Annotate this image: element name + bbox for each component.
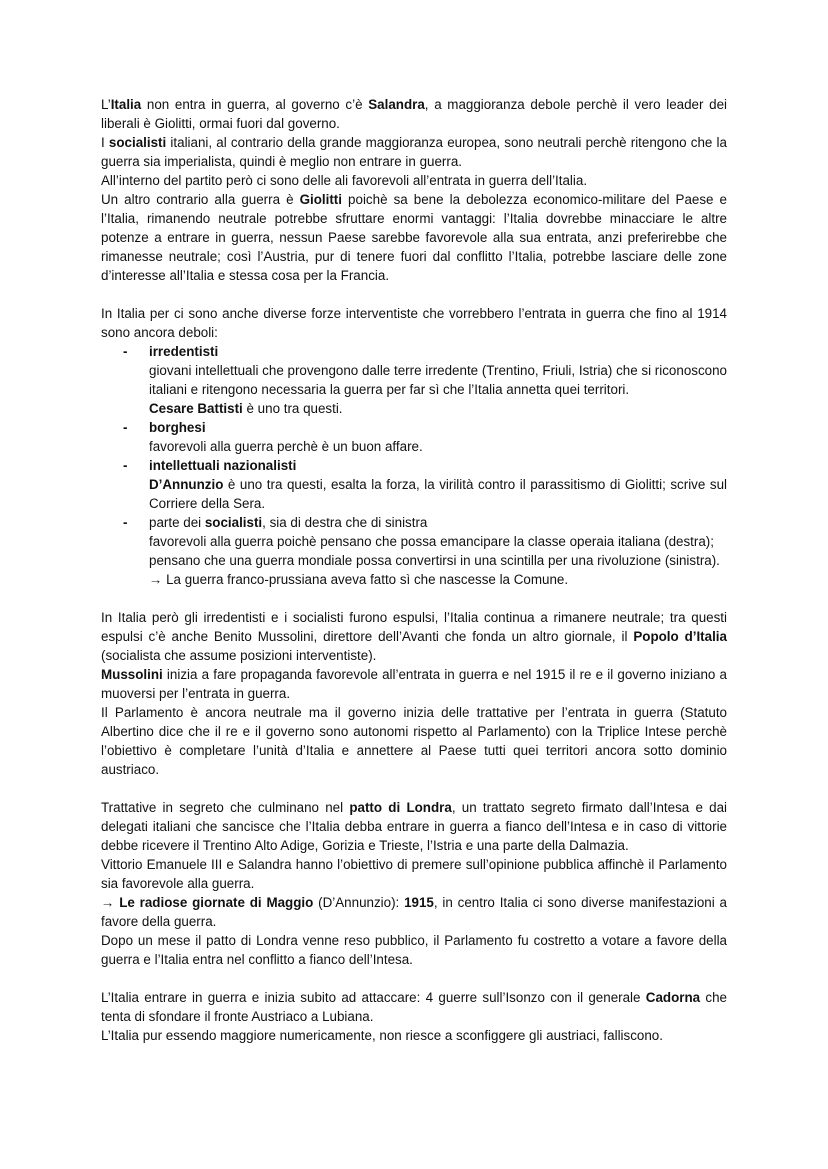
list-item-title: borghesi xyxy=(149,420,206,435)
text: , a maggioranza debole perchè il vero leader dei liberali è Giolitti, ormai fuori dal governo. xyxy=(101,97,727,131)
bold-term: Cesare Battisti xyxy=(149,401,243,416)
paragraph-isonzo: L’Italia entrare in guerra e inizia subito ad attaccare: 4 guerre sull’Isonzo con il generale Cadorna che tenta di sfondare il fronte Austriaco a Lubiana. xyxy=(101,990,728,1024)
list-item-text: Cesare Battisti è uno tra questi. xyxy=(149,401,343,416)
bold-term: socialisti xyxy=(108,135,167,150)
list-item-socialisti xyxy=(101,513,727,589)
list-item-title: intellettuali nazionalisti xyxy=(149,458,297,473)
paragraph-espulsi: In Italia però gli irredentisti e i socialisti furono espulsi, l’Italia continua a rimanere neutrale; tra questi espulsi c’è anche Benito Mussolini, direttore dell’Avanti che fonda un altro giornale, il Popolo d’Italia (socialista che assume posizioni interventiste). xyxy=(101,610,727,663)
paragraph-gap xyxy=(101,779,727,798)
text: poichè sa bene la debolezza economico-militare del Paese e l’Italia, rimanendo neutrale potrebbe sfruttare enormi vantaggi: l’Italia dovrebbe minacciare le altre potenze a entrare in guerra, nessun Paese sarebbe favorevole alla sua entrata, anzi preferirebbe che rimanesse neutrale; così l’Austria, pur di tenere fuori dal conflitto l’Italia, potrebbe lasciare delle zone d’interesse all’Italia e stessa cosa per la Francia. xyxy=(101,192,727,283)
paragraph-mussolini: Mussolini inizia a fare propaganda favorevole all’entrata in guerra e nel 1915 il re e il governo iniziano a muoversi per l’entrata in guerra. xyxy=(101,667,727,701)
list-item-text: favorevoli alla guerra poichè pensano che possa emancipare la classe operaia italiana (destra); xyxy=(149,534,714,549)
text: I xyxy=(101,135,109,150)
bold-term: Giolitti xyxy=(299,192,342,207)
bold-term: Cadorna xyxy=(645,990,701,1005)
paragraph-patto-pubblico: Dopo un mese il patto di Londra venne reso pubblico, il Parlamento fu costretto a votare a favore della guerra e l’Italia entra nel conflitto a fianco dell’Intesa. xyxy=(101,933,727,967)
bold-term: socialisti xyxy=(204,515,263,530)
list-item-irredentisti xyxy=(101,342,727,418)
list-item-title: parte dei socialisti, sia di destra che di sinistra xyxy=(149,515,428,530)
bullet-dash: - xyxy=(123,458,128,473)
bold-term: Popolo d’Italia xyxy=(633,629,727,644)
bold-term: D’Annunzio xyxy=(149,477,224,492)
bold-term: 1915 xyxy=(404,895,434,910)
list-item-text: favorevoli alla guerra perchè è un buon affare. xyxy=(149,439,423,454)
list-item-title: irredentisti xyxy=(149,344,219,359)
paragraph-patto-londra: Trattative in segreto che culminano nel patto di Londra, un trattato segreto firmato dall’Intesa e dai delegati italiani che sancisce che l’Italia debba entrare in guerra a fianco dell’Intesa e in caso di vittorie debbe ricevere il Trentino Alto Adige, Gorizia e Trieste, l’Istria e una parte della Dalmazia. xyxy=(101,800,728,853)
list-item-text: → La guerra franco-prussiana aveva fatto sì che nascesse la Comune. xyxy=(149,572,569,587)
paragraph-gap xyxy=(101,285,727,304)
paragraph-italia-neutrale xyxy=(101,95,727,133)
list-item-text: pensano che una guerra mondiale possa convertirsi in una scintilla per una rivoluzione (sinistra). xyxy=(149,553,720,568)
bold-term: Mussolini xyxy=(101,667,163,682)
text: Un altro contrario alla guerra è xyxy=(101,192,300,207)
text: italiani, al contrario della grande maggioranza europea, sono neutrali perchè ritengono che la guerra sia imperialista, quindi è meglio non entrare in guerra. xyxy=(101,135,727,169)
paragraph-gap xyxy=(101,969,727,988)
bold-term: Italia xyxy=(110,97,142,112)
list-item-intellettuali-nazionalisti xyxy=(101,456,727,513)
bullet-dash: - xyxy=(123,344,128,359)
bold-term: patto di Londra xyxy=(349,800,452,815)
text: non entra in guerra, al governo c’è xyxy=(141,97,369,112)
text: L’ xyxy=(101,97,111,112)
bold-term: → Le radiose giornate di Maggio xyxy=(101,895,314,910)
paragraph-ali-favorevoli: All’interno del partito però ci sono delle ali favorevoli all’entrata in guerra dell’Italia. xyxy=(101,173,588,188)
paragraph-gap xyxy=(101,589,727,608)
bold-term: Salandra xyxy=(368,97,425,112)
paragraph-radiose-giornate: → Le radiose giornate di Maggio (D’Annunzio): 1915, in centro Italia ci sono diverse manifestazioni a favore della guerra. xyxy=(101,895,727,929)
paragraph-parlamento: Il Parlamento è ancora neutrale ma il governo inizia delle trattative per l’entrata in guerra (Statuto Albertino dice che il re e il governo sono autonomi rispetto al Parlamento) con la Triplice Intese perchè l’obiettivo è completare l’unità d’Italia e annettere al Paese tutti quei territori ancora sotto dominio austriaco. xyxy=(101,705,727,777)
bullet-dash: - xyxy=(123,515,128,530)
paragraph-vittorio-emanuele: Vittorio Emanuele III e Salandra hanno l’obiettivo di premere sull’opinione pubblica affinchè il Parlamento sia favorevole alla guerra. xyxy=(101,857,727,891)
paragraph-interventiste-intro: In Italia per ci sono anche diverse forze interventiste che vorrebbero l’entrata in guerra che fino al 1914 sono ancora deboli: xyxy=(101,306,727,340)
paragraph-fallimento: L’Italia pur essendo maggiore numericamente, non riesce a sconfiggere gli austriaci, falliscono. xyxy=(101,1028,663,1043)
list-item-text: giovani intellettuali che provengono dalle terre irredente (Trentino, Friuli, Istria) che si riconoscono italiani e ritengono necessaria la guerra per far sì che l’Italia annetta quei territori. xyxy=(149,363,727,397)
list-item-text: D’Annunzio è uno tra questi, esalta la forza, la virilità contro il parassitismo di Giolitti; scrive sul Corriere della Sera. xyxy=(149,477,727,511)
list-item-borghesi xyxy=(101,418,727,456)
bullet-dash: - xyxy=(123,420,128,435)
paragraph-giolitti xyxy=(101,190,727,285)
interventisti-list xyxy=(101,342,727,589)
paragraph-socialisti xyxy=(101,133,727,171)
